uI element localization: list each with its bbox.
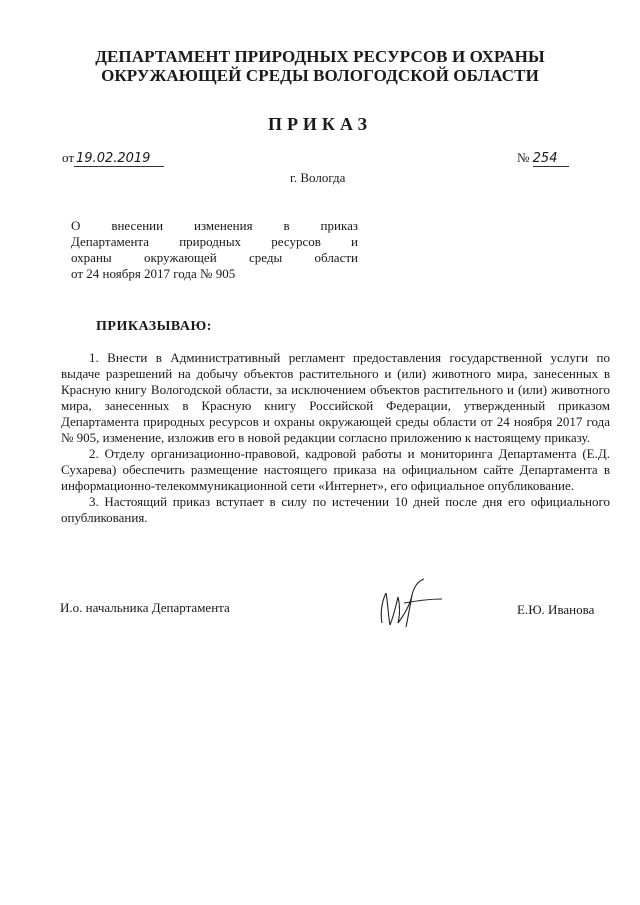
date-prefix: от [62,150,75,165]
org-name-line-2: ОКРУЖАЮЩЕЙ СРЕДЫ ВОЛОГОДСКОЙ ОБЛАСТИ [101,66,539,85]
city: г. Вологда [290,170,346,185]
organization-header [0,47,640,85]
order-paragraph: 1. Внести в Административный регламент предоставления государственной услуги по выдаче разрешений на добычу объектов растительного и (или) животного мира, занесенных в Красную книгу Вологодской области, за исключением объектов растительного и (или) животного мира, занесенных в Красную книгу Российской Федерации, утвержденный приказом Департамента природных ресурсов и охраны окружающей среды области от 24 ноября 2017 года № 905, изменение, изложив его в новой редакции согласно приложению к настоящему приказу. [61,350,610,445]
order-subject [71,218,358,282]
date-row [62,150,164,167]
handwritten-signature [368,575,448,630]
subject-line: от 24 ноября 2017 года № 905 [71,266,236,281]
subject-line: охраны окружающей среды области [71,250,358,265]
order-keyword: ПРИКАЗЫВАЮ: [96,319,212,334]
org-name-line-1: ДЕПАРТАМЕНТ ПРИРОДНЫХ РЕСУРСОВ И ОХРАНЫ [95,47,545,66]
handwritten-date: 19.02.2019 [74,152,164,167]
handwritten-number: 254 [533,152,569,167]
number-row [517,150,569,167]
order-paragraph: 2. Отделу организационно-правовой, кадровой работы и мониторинга Департамента (Е.Д. Сухарева) обеспечить размещение настоящего приказа на официальном сайте Департамента в информационно-телекоммуникационной сети «Интернет», его официальное опубликование. [61,446,610,493]
signatory-position: И.о. начальника Департамента [60,600,230,615]
subject-line: Департамента природных ресурсов и [71,234,358,249]
subject-line: О внесении изменения в приказ [71,218,358,233]
document-title: ПРИКАЗ [267,114,373,134]
signatory-name: Е.Ю. Иванова [517,602,595,617]
order-body [61,350,610,526]
order-paragraph: 3. Настоящий приказ вступает в силу по истечении 10 дней после дня его официального опубликования. [61,494,610,525]
number-prefix: № [517,150,530,165]
